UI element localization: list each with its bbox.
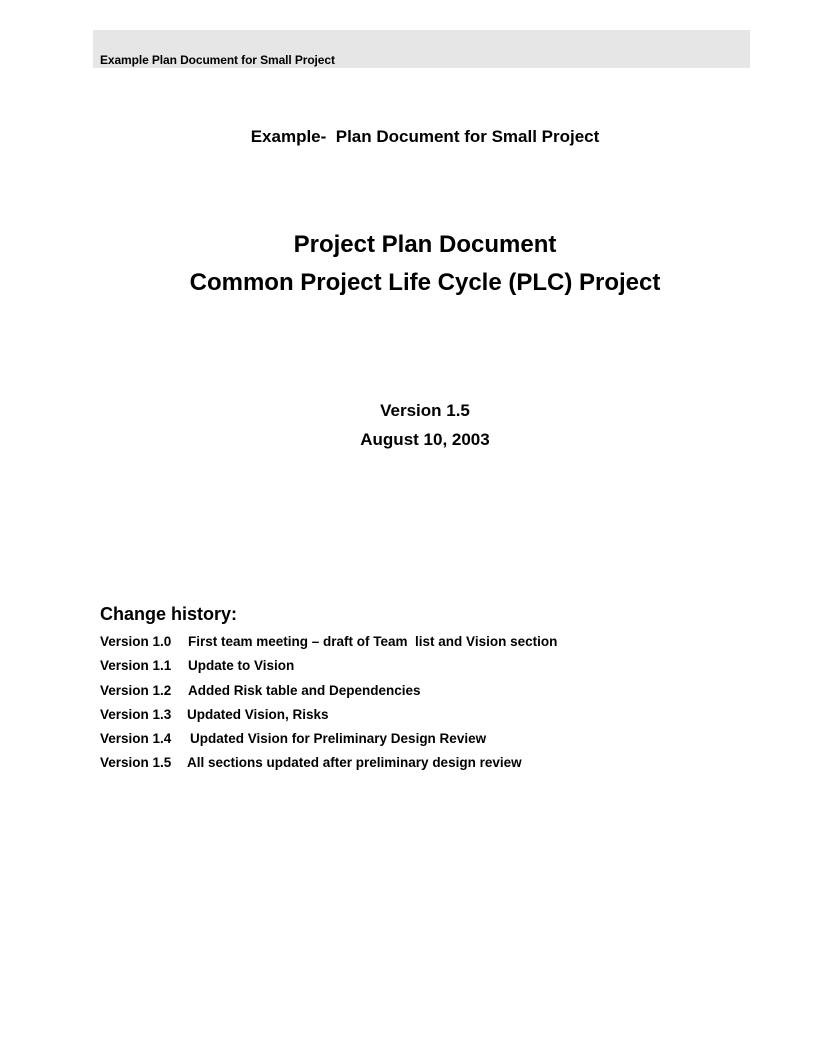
change-history-entry xyxy=(100,727,557,751)
entry-version: Version 1.4 xyxy=(100,731,172,747)
entry-version: Version 1.1 xyxy=(100,658,172,674)
change-history-entry xyxy=(100,751,557,775)
document-subtitle: Example- Plan Document for Small Project xyxy=(250,127,600,146)
running-header-title: Example Plan Document for Small Project xyxy=(100,53,335,67)
entry-description: Added Risk table and Dependencies xyxy=(188,682,421,698)
change-history-entry xyxy=(100,703,557,727)
document-title: Project Plan Document xyxy=(293,231,557,258)
project-name: Common Project Life Cycle (PLC) Project xyxy=(189,269,661,296)
change-history-heading: Change history: xyxy=(100,604,238,624)
entry-description: All sections updated after preliminary design review xyxy=(187,755,522,771)
document-version: Version 1.5 xyxy=(380,401,470,420)
change-history-entry xyxy=(100,679,557,703)
change-history-list xyxy=(100,630,557,776)
entry-version: Version 1.5 xyxy=(100,755,172,771)
entry-version: Version 1.3 xyxy=(100,706,172,722)
entry-version: Version 1.0 xyxy=(100,634,172,649)
change-history-entry xyxy=(100,654,557,678)
entry-description: Update to Vision xyxy=(188,658,295,674)
entry-description: Updated Vision, Risks xyxy=(187,706,329,722)
change-history xyxy=(100,603,557,776)
entry-description: First team meeting – draft of Team list and Vision section xyxy=(188,634,558,649)
page-header xyxy=(93,30,750,68)
entry-version: Version 1.2 xyxy=(100,682,172,698)
entry-description: Updated Vision for Preliminary Design Review xyxy=(190,731,487,747)
document-date: August 10, 2003 xyxy=(360,430,490,449)
change-history-entry xyxy=(100,630,557,654)
